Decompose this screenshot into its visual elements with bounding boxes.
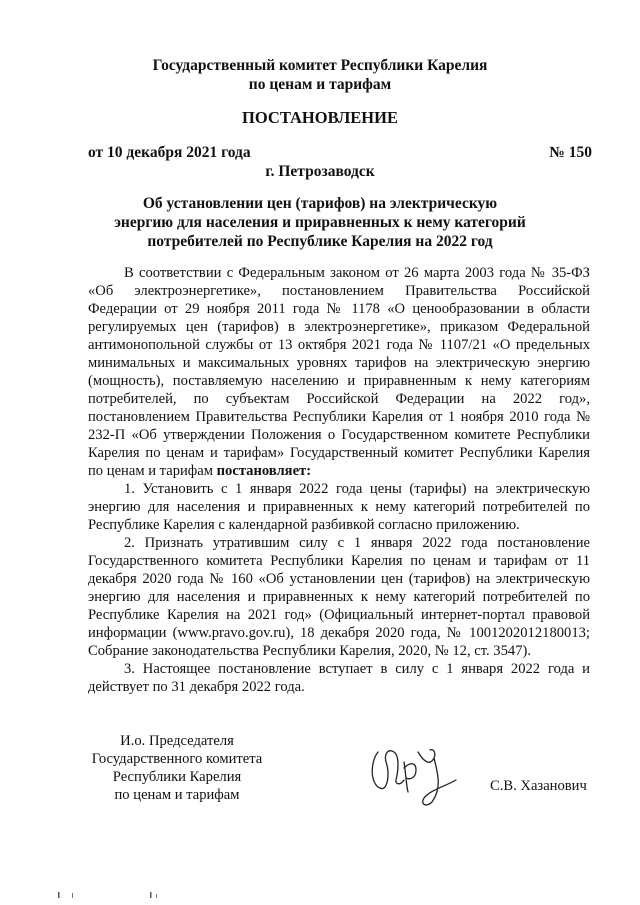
document-title-line2: энергию для населения и приравненных к нему категорий: [114, 214, 526, 231]
signatory-position: [82, 732, 272, 804]
scan-specks: [0, 880, 640, 900]
document-city: г. Петрозаводск: [265, 163, 375, 180]
document-date: от 10 декабря 2021 года: [88, 144, 251, 161]
document-title-line1: Об установлении цен (тарифов) на электрическую: [142, 195, 498, 212]
signatory-position-line3: Республики Карелия: [112, 769, 242, 785]
document-type: ПОСТАНОВЛЕНИЕ: [242, 108, 398, 127]
document-body: [88, 264, 590, 696]
document-number: № 150: [549, 144, 592, 161]
item-3-paragraph: 3. Настоящее постановление вступает в силу с 1 января 2022 года и действует по 31 декабря 2022 года.: [88, 661, 590, 695]
signatory-position-line2: Государственного комитета: [91, 751, 263, 767]
signer-name: С.В. Хазанович: [490, 778, 587, 794]
preamble-paragraph: [88, 264, 590, 480]
organization-name-line1: Государственный комитет Республики Карелия: [152, 57, 488, 74]
item-1-paragraph: 1. Установить с 1 января 2022 года цены (тарифы) на электрическую энергию для населения и приравненных к нему категорий потребителей по Республике Карелия с календарной разбивкой согласно приложению.: [88, 481, 590, 533]
organization-name-line2: по ценам и тарифам: [248, 76, 392, 93]
signatory-position-line4: по ценам и тарифам: [114, 787, 240, 803]
handwritten-signature: [360, 722, 480, 812]
document-title-line3: потребителей по Республике Карелия на 2022 год: [147, 233, 493, 250]
signatory-position-line1: И.о. Председателя: [120, 733, 234, 749]
decree-word: постановляет:: [216, 463, 312, 479]
preamble-text: В соответствии с Федеральным законом от 26 марта 2003 года № 35-ФЗ «Об электроэнергетике», постановлением Правительства Российской Федерации от 29 ноября 2011 года № 1178 «О ценообразовании в области регулируемых цен (тарифов) в электроэнергетике», приказом Федеральной антимонопольной службы от 13 октября 2021 года № 1107/21 «О предельных минимальных и максимальных уровнях тарифов на электрическую энергию (мощность), поставляемую населению и приравненным к нему категориям потребителей, по субъектам Российской Федерации на 2022 год», постановлением Правительства Республики Карелия от 1 ноября 2010 года № 232-П «Об утверждении Положения о Государственном комитете Республики Карелия по ценам и тарифам» Государственный комитет Республики Карелия по ценам и тарифам: [88, 265, 590, 479]
item-2-paragraph: 2. Признать утратившим силу с 1 января 2022 года постановление Государственного комитета Республики Карелия по ценам и тарифам от 11 декабря 2020 года № 160 «Об установлении цен (тарифов) на электрическую энергию для населения и приравненных к нему категорий потребителей по Республике Карелия на 2021 год» (Официальный интернет-портал правовой информации (www.pravo.gov.ru), 18 декабря 2020 года, № 1001202012180013; Собрание законодательства Республики Карелия, 2020, № 12, ст. 3547).: [88, 535, 590, 659]
